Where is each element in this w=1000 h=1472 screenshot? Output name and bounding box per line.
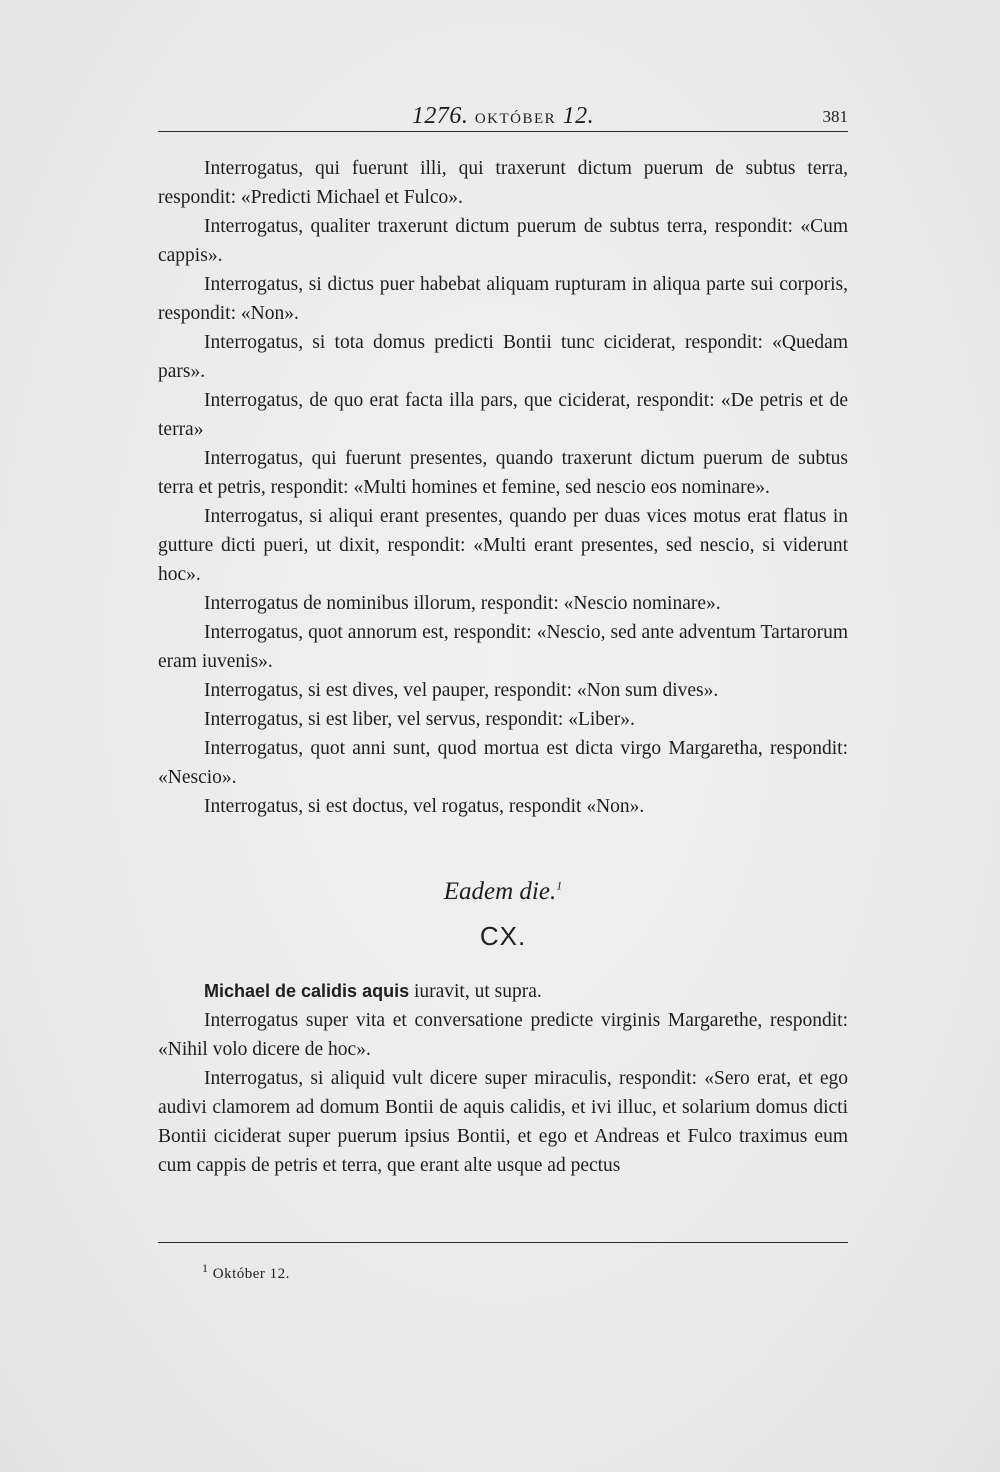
paragraph: Interrogatus, si aliquid vult dicere super miraculis, respondit: «Sero erat, et ego audivi clamorem ad domum Bontii de aquis calidis, et ivi illuc, et solarium domus dicti Bontii ciciderat super puerum ipsius Bontii, et ego et Andreas et Fulco traximus eum cum cappis de petris et terra, que erant alte usque ad pectus xyxy=(158,1068,848,1176)
paragraph: Interrogatus, si aliqui erant presentes, quando per duas vices motus erat flatus in gutture dicti pueri, ut dixit, respondit: «Multi erant presentes, sed nescio, si viderunt hoc». xyxy=(158,506,848,585)
section-date-heading xyxy=(158,877,848,907)
paragraph: Interrogatus de nominibus illorum, respondit: «Nescio nominare». xyxy=(204,593,721,614)
paragraph: Interrogatus super vita et conversatione predicte virginis Margarethe, respondit: «Nihil volo dicere de hoc». xyxy=(158,1010,848,1060)
header-year: 1276. xyxy=(411,103,469,129)
header-date xyxy=(158,103,848,130)
paragraph: Interrogatus, qualiter traxerunt dictum puerum de subtus terra, respondit: «Cum cappis». xyxy=(158,216,848,266)
footnote-mark: 1 xyxy=(202,1261,209,1275)
header-day: 12. xyxy=(562,103,595,129)
witness-oath: iuravit, ut supra. xyxy=(409,981,542,1002)
paragraph: Interrogatus, si tota domus predicti Bontii tunc ciciderat, respondit: «Quedam pars». xyxy=(158,332,848,382)
paragraph: Interrogatus, si dictus puer habebat aliquam rupturam in aliqua parte sui corporis, respondit: «Non». xyxy=(158,274,848,324)
paragraph: Interrogatus, quot annorum est, respondit: «Nescio, sed ante adventum Tartarorum eram iuvenis». xyxy=(158,622,848,672)
witness-name: Michael de calidis aquis xyxy=(204,981,410,1001)
paragraph: Interrogatus, si est doctus, vel rogatus, respondit «Non». xyxy=(204,796,645,817)
footnote-text: Október 12. xyxy=(212,1266,290,1282)
page-number: 381 xyxy=(822,107,848,126)
paragraph: Interrogatus, qui fuerunt illi, qui traxerunt dictum puerum de subtus terra, respondit: «Predicti Michael et Fulco». xyxy=(158,158,848,208)
header-rule xyxy=(158,131,848,132)
date-heading-text: Eadem die. xyxy=(443,878,557,905)
witness-intro xyxy=(158,977,848,1006)
footnote xyxy=(202,1261,290,1283)
paragraph: Interrogatus, de quo erat facta illa pars, que ciciderat, respondit: «De petris et de terra» xyxy=(158,390,848,440)
paragraph: Interrogatus, si est liber, vel servus, respondit: «Liber». xyxy=(204,709,635,730)
section-number: CX. xyxy=(479,921,527,951)
section-spacer xyxy=(158,821,848,877)
running-header xyxy=(158,103,848,133)
paragraph: Interrogatus, qui fuerunt presentes, quando traxerunt dictum puerum de subtus terra et petris, respondit: «Multi homines et femine, sed nescio eos nominare». xyxy=(158,448,848,498)
footnote-rule xyxy=(158,1242,848,1243)
body-text xyxy=(158,154,848,1180)
paragraph: Interrogatus, quot anni sunt, quod mortua est dicta virgo Margaretha, respondit: «Nescio». xyxy=(158,738,848,788)
header-month: OKTÓBER xyxy=(474,111,557,127)
footnote-reference: 1 xyxy=(556,878,563,893)
paragraph: Interrogatus, si est dives, vel pauper, respondit: «Non sum dives». xyxy=(204,680,719,701)
